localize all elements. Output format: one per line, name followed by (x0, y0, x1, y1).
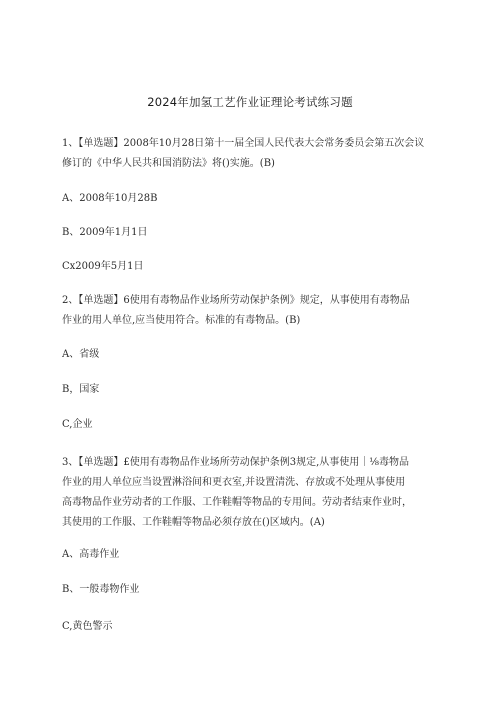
question-3-option-a: A、高毒作业 (62, 549, 120, 560)
question-3-line-2: 作业的用人单位应当设置淋浴间和更衣室,并设置清洗、存放或不处理从事使用 (62, 477, 406, 488)
question-2 (62, 291, 450, 331)
question-1-line-1: 1、【单选题】2008年10月28日第十一届全国人民代表大会常务委员会第五次会议 (62, 138, 425, 149)
document-title: 2024年加氢工艺作业证理论考试练习题 (147, 95, 353, 109)
question-3-line-4: 其使用的工作服、工作鞋帽等物品必须存放在()区域内。(A) (62, 517, 325, 528)
question-2-option-c: C,企业 (62, 419, 93, 430)
question-2-line-1: 2、【单选题】6使用有毒物品作业场所劳动保护条例》规定，从事使用有毒物品 (62, 295, 410, 306)
question-3 (62, 453, 450, 533)
question-1-option-c: Cx2009年5月1日 (62, 261, 144, 272)
question-2-option-a: A、省级 (62, 349, 100, 360)
question-2-option-b: B，国家 (62, 384, 100, 395)
question-2-line-2: 作业的用人单位,应当使用符合。标准的有毒物品。(B) (62, 315, 301, 326)
question-3-option-c: C,黄色警示 (62, 621, 113, 632)
question-1-line-2: 修订的《中华人民共和国消防法》将()实施。(B) (62, 158, 275, 169)
question-3-line-1: 3、【单选题】£使用有毒物品作业场所劳动保护条例3规定,从事使用｜⅛毒物品 (62, 457, 409, 468)
question-1-option-b: B、2009年1月1日 (62, 227, 148, 238)
question-3-line-3: 高毒物品作业劳动者的工作服、工作鞋帽等物品的专用间。劳动者结束作业时， (62, 497, 412, 508)
question-1 (62, 134, 450, 174)
question-3-option-b: B、一般毒物作业 (62, 584, 140, 595)
question-1-option-a: A、2008年10月28B (62, 193, 158, 204)
